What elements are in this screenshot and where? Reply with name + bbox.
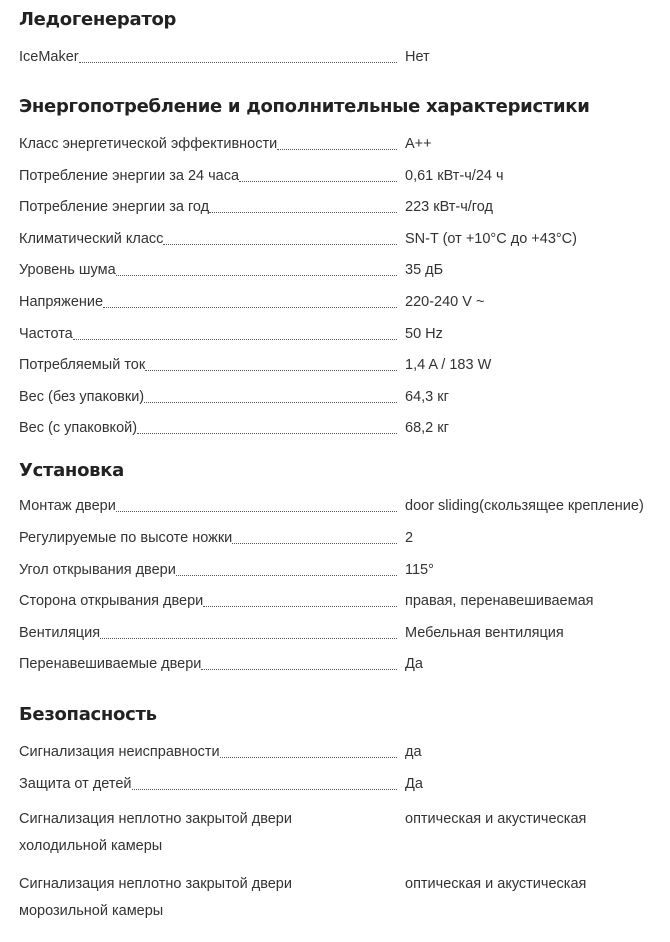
- spec-label: Регулируемые по высоте ножки: [19, 529, 233, 546]
- spec-label: Вентиляция: [19, 624, 101, 641]
- section-title: Безопасность: [19, 704, 157, 726]
- spec-row: [19, 623, 660, 643]
- spec-row: [19, 166, 660, 186]
- spec-value: Мебельная вентиляция: [405, 624, 564, 641]
- dotted-leader: [277, 149, 397, 150]
- spec-label: Перенавешиваемые двери: [19, 656, 202, 673]
- dotted-leader: [100, 638, 397, 639]
- dotted-leader: [73, 339, 397, 340]
- spec-value: 223 кВт-ч/год: [405, 199, 493, 216]
- dotted-leader: [176, 575, 397, 576]
- dotted-leader: [232, 543, 397, 544]
- spec-label: Вес (с упаковкой): [19, 420, 138, 437]
- section-installation: [19, 438, 660, 674]
- section-title: Установка: [19, 460, 124, 482]
- spec-value: 64,3 кг: [405, 388, 449, 405]
- dotted-leader: [116, 275, 397, 276]
- spec-label: Сторона открывания двери: [19, 593, 204, 610]
- spec-row: [19, 292, 660, 312]
- spec-value: 115°: [405, 561, 434, 578]
- dotted-leader: [201, 669, 397, 670]
- spec-row: [19, 591, 660, 611]
- spec-row: [19, 496, 660, 516]
- spec-value: SN-T (от +10°C до +43°C): [405, 230, 577, 247]
- spec-row: [19, 871, 660, 925]
- spec-label: Угол открывания двери: [19, 561, 176, 578]
- spec-value: правая, перенавешиваемая: [405, 593, 594, 610]
- spec-label: Сигнализация неплотно закрытой двери холодильной камеры: [19, 810, 292, 854]
- spec-label: Потребляемый ток: [19, 357, 146, 374]
- spec-label: Сигнализация неплотно закрытой двери морозильной камеры: [19, 876, 292, 920]
- spec-row: [19, 560, 660, 580]
- spec-value: 0,61 кВт-ч/24 ч: [405, 167, 504, 184]
- spec-label: Напряжение: [19, 293, 104, 310]
- spec-row: [19, 387, 660, 407]
- spec-row: [19, 806, 660, 860]
- spec-row: [19, 229, 660, 249]
- spec-label: Потребление энергии за 24 часа: [19, 167, 240, 184]
- spec-row: [19, 654, 660, 674]
- dotted-leader: [220, 757, 397, 758]
- spec-row: [19, 324, 660, 344]
- spec-value: A++: [405, 136, 432, 152]
- spec-row: [19, 47, 660, 67]
- section-title: Ледогенератор: [19, 9, 177, 30]
- spec-label: Вес (без упаковки): [19, 388, 145, 405]
- section-title: Энергопотребление и дополнительные характеристики: [19, 96, 590, 117]
- spec-value: оптическая и акустическая: [405, 876, 587, 893]
- spec-label: Частота: [19, 325, 73, 342]
- spec-row: [19, 197, 660, 217]
- spec-value: 68,2 кг: [405, 420, 449, 437]
- spec-value: да: [405, 744, 422, 761]
- spec-row: [19, 355, 660, 375]
- dotted-leader: [79, 62, 397, 63]
- spec-label: Монтаж двери: [19, 498, 116, 515]
- section-icemaker: [19, 0, 660, 67]
- spec-value: 35 дБ: [405, 262, 444, 279]
- spec-value: 1,4 A / 183 W: [405, 357, 492, 374]
- spec-row: [19, 260, 660, 280]
- spec-label: Сигнализация неисправности: [19, 744, 220, 761]
- spec-value: door sliding(скользящее крепление): [405, 498, 644, 515]
- spec-value: 2: [405, 529, 414, 546]
- spec-row: [19, 742, 660, 762]
- spec-row: [19, 774, 660, 794]
- dotted-leader: [239, 181, 397, 182]
- spec-label: Потребление энергии за год: [19, 199, 210, 216]
- spec-label: Уровень шума: [19, 262, 116, 279]
- spec-row: [19, 134, 660, 154]
- dotted-leader: [116, 511, 397, 512]
- spec-label: Климатический класс: [19, 230, 164, 247]
- dotted-leader: [163, 244, 397, 245]
- dotted-leader: [103, 307, 397, 308]
- spec-value: 220-240 V ~: [405, 293, 485, 310]
- dotted-leader: [145, 370, 397, 371]
- spec-label: Класс энергетической эффективности: [19, 136, 278, 152]
- spec-value: Да: [405, 656, 423, 673]
- dotted-leader: [144, 402, 397, 403]
- spec-row: [19, 418, 660, 438]
- dotted-leader: [132, 789, 397, 790]
- dotted-leader: [209, 212, 397, 213]
- spec-label: Защита от детей: [19, 775, 132, 792]
- section-safety: [19, 674, 660, 925]
- spec-value: Нет: [405, 49, 430, 65]
- dotted-leader: [203, 606, 397, 607]
- spec-value: 50 Hz: [405, 325, 443, 342]
- spec-value: Да: [405, 775, 423, 792]
- spec-label: IceMaker: [19, 49, 79, 65]
- dotted-leader: [137, 433, 397, 434]
- spec-value: оптическая и акустическая: [405, 810, 587, 827]
- spec-row: [19, 528, 660, 548]
- section-energy: [19, 67, 660, 438]
